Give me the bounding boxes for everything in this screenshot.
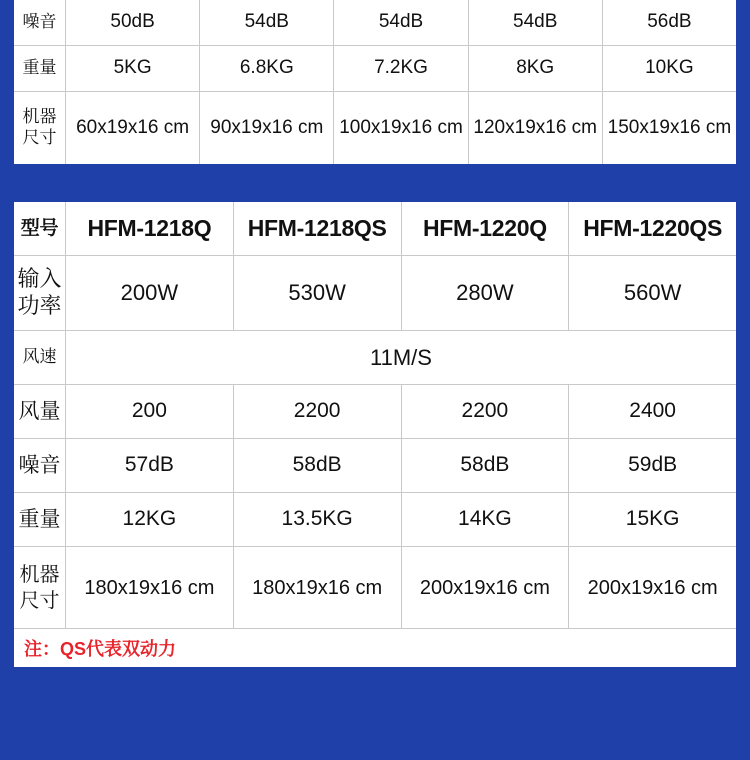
row-label-air-volume: 风量 — [14, 385, 66, 438]
cell-dimensions-b3: 200x19x16 cm — [402, 547, 570, 628]
table-row — [14, 331, 736, 385]
row-label-noise: 噪音 — [14, 0, 66, 45]
cell-dimensions-3: 100x19x16 cm — [334, 92, 468, 164]
cell-air-volume-3: 2200 — [402, 385, 570, 438]
cell-air-volume-1: 200 — [66, 385, 234, 438]
cell-noise-b4: 59dB — [628, 453, 678, 477]
cell-noise-b1: 57dB — [66, 439, 234, 492]
table-row — [14, 385, 736, 439]
spec-table-top — [14, 0, 736, 164]
cell-dimensions-5: 150x19x16 cm — [607, 116, 732, 138]
table-header-row — [14, 202, 736, 256]
cell-weight-b3: 14KG — [402, 493, 570, 546]
cell-noise-1: 50dB — [66, 0, 200, 45]
row-label-weight: 重量 — [14, 46, 66, 91]
cell-weight-b1: 12KG — [66, 493, 234, 546]
table-row — [14, 547, 736, 629]
table-row — [14, 439, 736, 493]
row-label-noise-2: 噪音 — [14, 439, 66, 492]
cell-weight-b4: 15KG — [625, 507, 680, 531]
column-header-model-1: HFM-1218Q — [66, 202, 234, 255]
cell-wind-speed-merged: 11M/S — [370, 344, 432, 370]
cell-dimensions-b2: 180x19x16 cm — [234, 547, 402, 628]
row-label-dimensions — [14, 92, 66, 164]
cell-air-volume-4: 2400 — [629, 399, 676, 423]
row-label-dimensions-2-line2: 尺寸 — [19, 589, 60, 612]
cell-weight-4: 8KG — [469, 46, 603, 91]
row-label-input-power-line2: 功率 — [17, 293, 62, 318]
cell-weight-b2: 13.5KG — [234, 493, 402, 546]
row-label-weight-2: 重量 — [14, 493, 66, 546]
column-header-model-2: HFM-1218QS — [234, 202, 402, 255]
note-text: 注：QS代表双动力 — [24, 639, 177, 659]
cell-noise-4: 54dB — [469, 0, 603, 45]
row-label-model: 型号 — [14, 202, 66, 255]
cell-dimensions-2: 90x19x16 cm — [200, 92, 334, 164]
table-row — [14, 92, 736, 164]
cell-power-1: 200W — [66, 256, 234, 330]
table-row — [14, 46, 736, 92]
cell-dimensions-4: 120x19x16 cm — [469, 92, 603, 164]
cell-weight-3: 7.2KG — [334, 46, 468, 91]
column-header-model-3: HFM-1220Q — [402, 202, 570, 255]
table-row — [14, 493, 736, 547]
column-header-model-4: HFM-1220QS — [583, 214, 723, 241]
blue-separator-band — [0, 164, 750, 202]
cell-noise-5: 56dB — [647, 11, 692, 33]
cell-power-2: 530W — [234, 256, 402, 330]
row-label-input-power — [14, 256, 66, 330]
row-label-dimensions-line2: 尺寸 — [22, 128, 57, 147]
row-label-dimensions-2-line1: 机器 — [19, 563, 60, 586]
cell-power-4: 560W — [623, 279, 682, 305]
cell-noise-b2: 58dB — [234, 439, 402, 492]
cell-weight-1: 5KG — [66, 46, 200, 91]
table-note — [14, 629, 736, 667]
cell-dimensions-b4: 200x19x16 cm — [587, 576, 718, 599]
cell-noise-2: 54dB — [200, 0, 334, 45]
cell-air-volume-2: 2200 — [234, 385, 402, 438]
table-row — [14, 256, 736, 331]
cell-power-3: 280W — [402, 256, 570, 330]
cell-noise-b3: 58dB — [402, 439, 570, 492]
table-row — [14, 0, 736, 46]
cell-dimensions-b1: 180x19x16 cm — [66, 547, 234, 628]
cell-weight-5: 10KG — [645, 57, 694, 79]
cell-dimensions-1: 60x19x16 cm — [66, 92, 200, 164]
row-label-dimensions-line1: 机器 — [22, 107, 57, 127]
row-label-input-power-line1: 输入 — [17, 266, 62, 292]
spec-table-bottom — [14, 202, 736, 667]
row-label-wind-speed: 风速 — [14, 331, 66, 384]
cell-weight-2: 6.8KG — [200, 46, 334, 91]
cell-noise-3: 54dB — [334, 0, 468, 45]
row-label-dimensions-2 — [14, 547, 66, 628]
